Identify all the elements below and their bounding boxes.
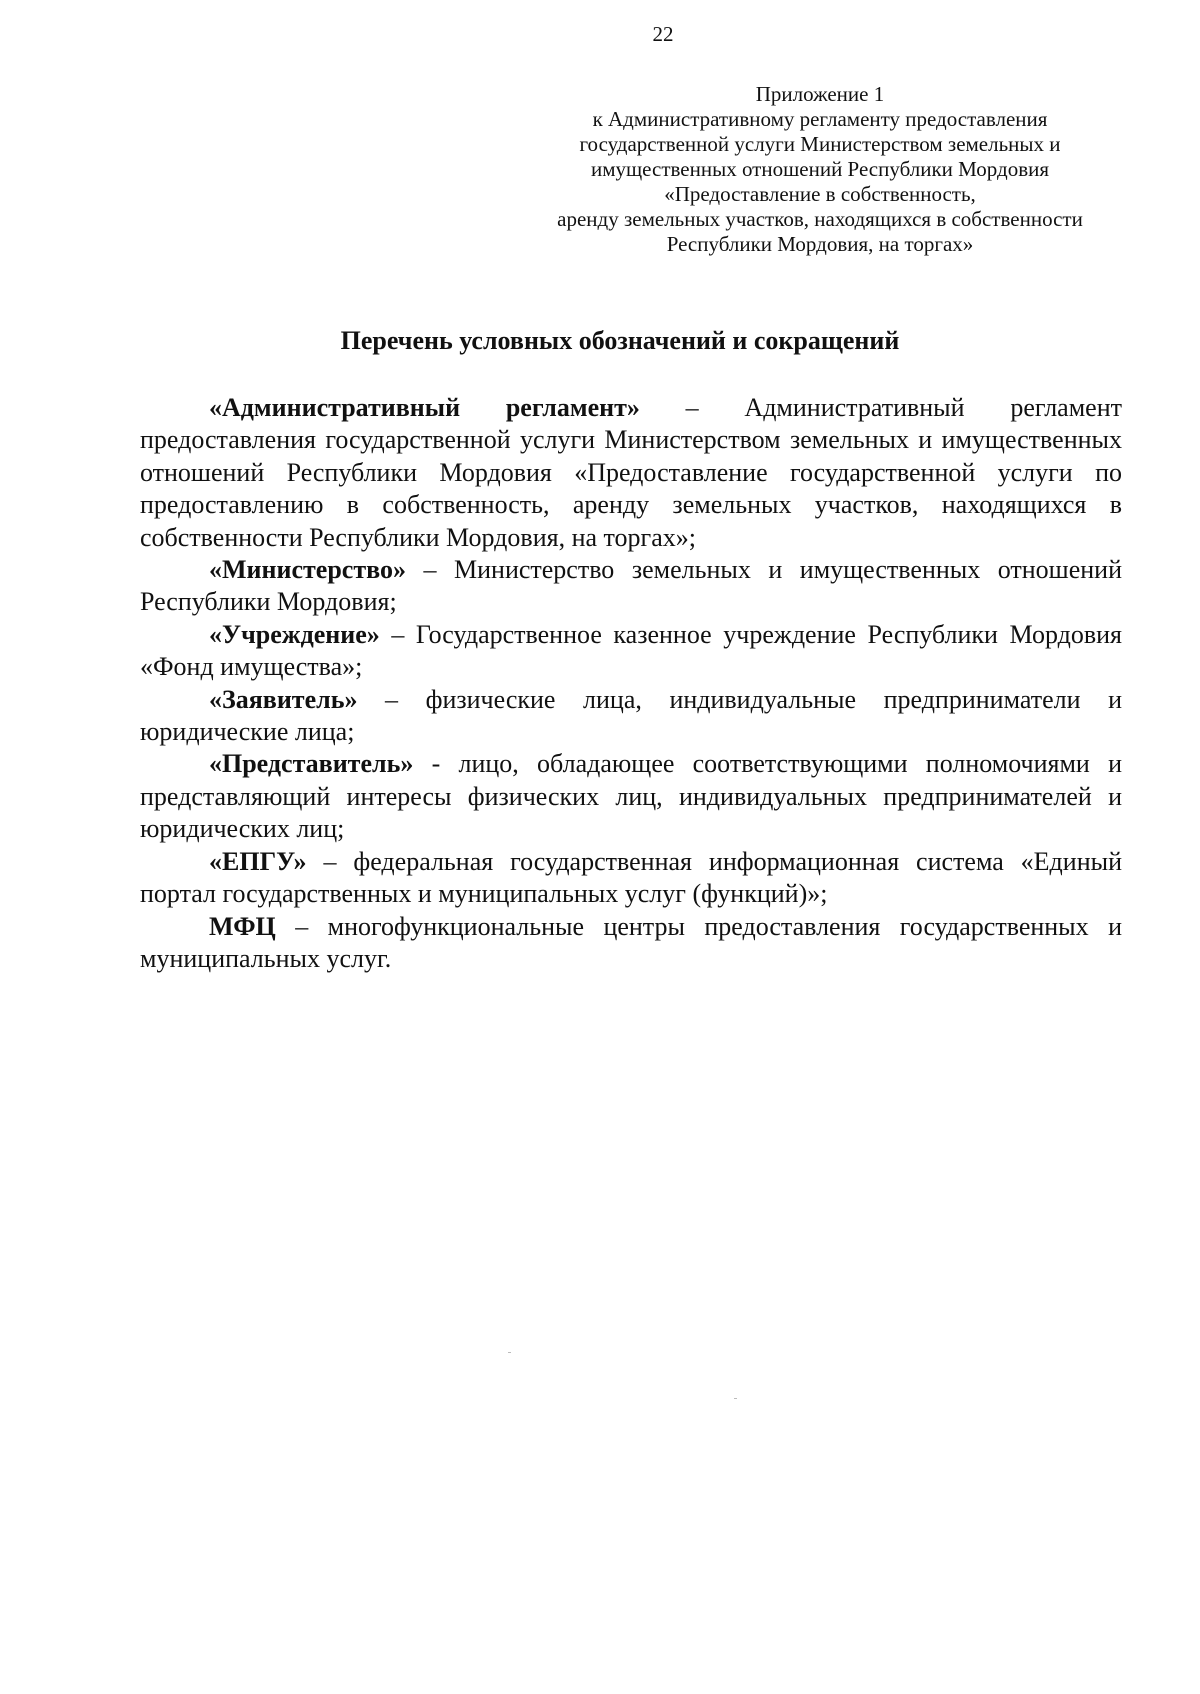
appendix-line: Приложение 1 xyxy=(755,82,885,106)
definition-paragraph xyxy=(140,554,1122,619)
appendix-line: аренду земельных участков, находящихся в собственности xyxy=(557,207,1083,231)
definition-paragraph xyxy=(140,911,1122,976)
definition-paragraph xyxy=(140,846,1122,911)
definition-text: – многофункциональные центры предоставления государственных и муниципальных услуг. xyxy=(140,911,1122,973)
appendix-line: имущественных отношений Республики Мордовия xyxy=(590,157,1050,181)
appendix-line: «Предоставление в собственность, xyxy=(664,182,976,206)
definition-paragraph xyxy=(140,748,1122,845)
definitions-list xyxy=(140,392,1122,975)
definition-term: «ЕПГУ» xyxy=(209,846,307,876)
definition-text: – Административный регламент предоставления государственной услуги Министерством земельных и имущественных отношений Республики Мордовия «Предоставление государственной услуги по предоставлению в собственность, аренду земельных участков, находящихся в собственности Республики Мордовия, на торгах»; xyxy=(140,393,1122,552)
definition-paragraph xyxy=(140,684,1122,749)
scan-speck xyxy=(734,1398,737,1399)
appendix-header xyxy=(520,82,1120,257)
definition-term: «Министерство» xyxy=(209,555,406,585)
appendix-line: государственной услуги Министерством земельных и xyxy=(579,132,1061,156)
document-title: Перечень условных обозначений и сокращений xyxy=(340,326,900,355)
appendix-line: Республики Мордовия, на торгах» xyxy=(666,232,974,256)
definition-paragraph xyxy=(140,619,1122,684)
definition-text: – федеральная государственная информационная система «Единый портал государственных и муниципальных услуг (функций)»; xyxy=(140,846,1122,909)
definition-text: – физические лица, индивидуальные предприниматели и юридические лица; xyxy=(140,684,1122,747)
appendix-line: к Административному регламенту предоставления xyxy=(592,107,1048,131)
page-number: 22 xyxy=(652,22,674,46)
definition-text: – Министерство земельных и имущественных отношений Республики Мордовия; xyxy=(140,555,1122,617)
definition-term: «Учреждение» xyxy=(209,619,380,649)
definition-text: - лицо, обладающее соответствующими полномочиями и представляющий интересы физических лиц, индивидуальных предпринимателей и юридических лиц; xyxy=(140,749,1122,844)
definition-paragraph xyxy=(140,392,1122,554)
definition-text: – Государственное казенное учреждение Республики Мордовия «Фонд имущества»; xyxy=(140,619,1122,682)
scan-speck xyxy=(508,1352,511,1353)
definition-term: МФЦ xyxy=(209,911,276,941)
definition-term: «Административный регламент» xyxy=(209,393,640,422)
definition-term: «Заявитель» xyxy=(209,684,358,714)
definition-term: «Представитель» xyxy=(209,749,414,779)
